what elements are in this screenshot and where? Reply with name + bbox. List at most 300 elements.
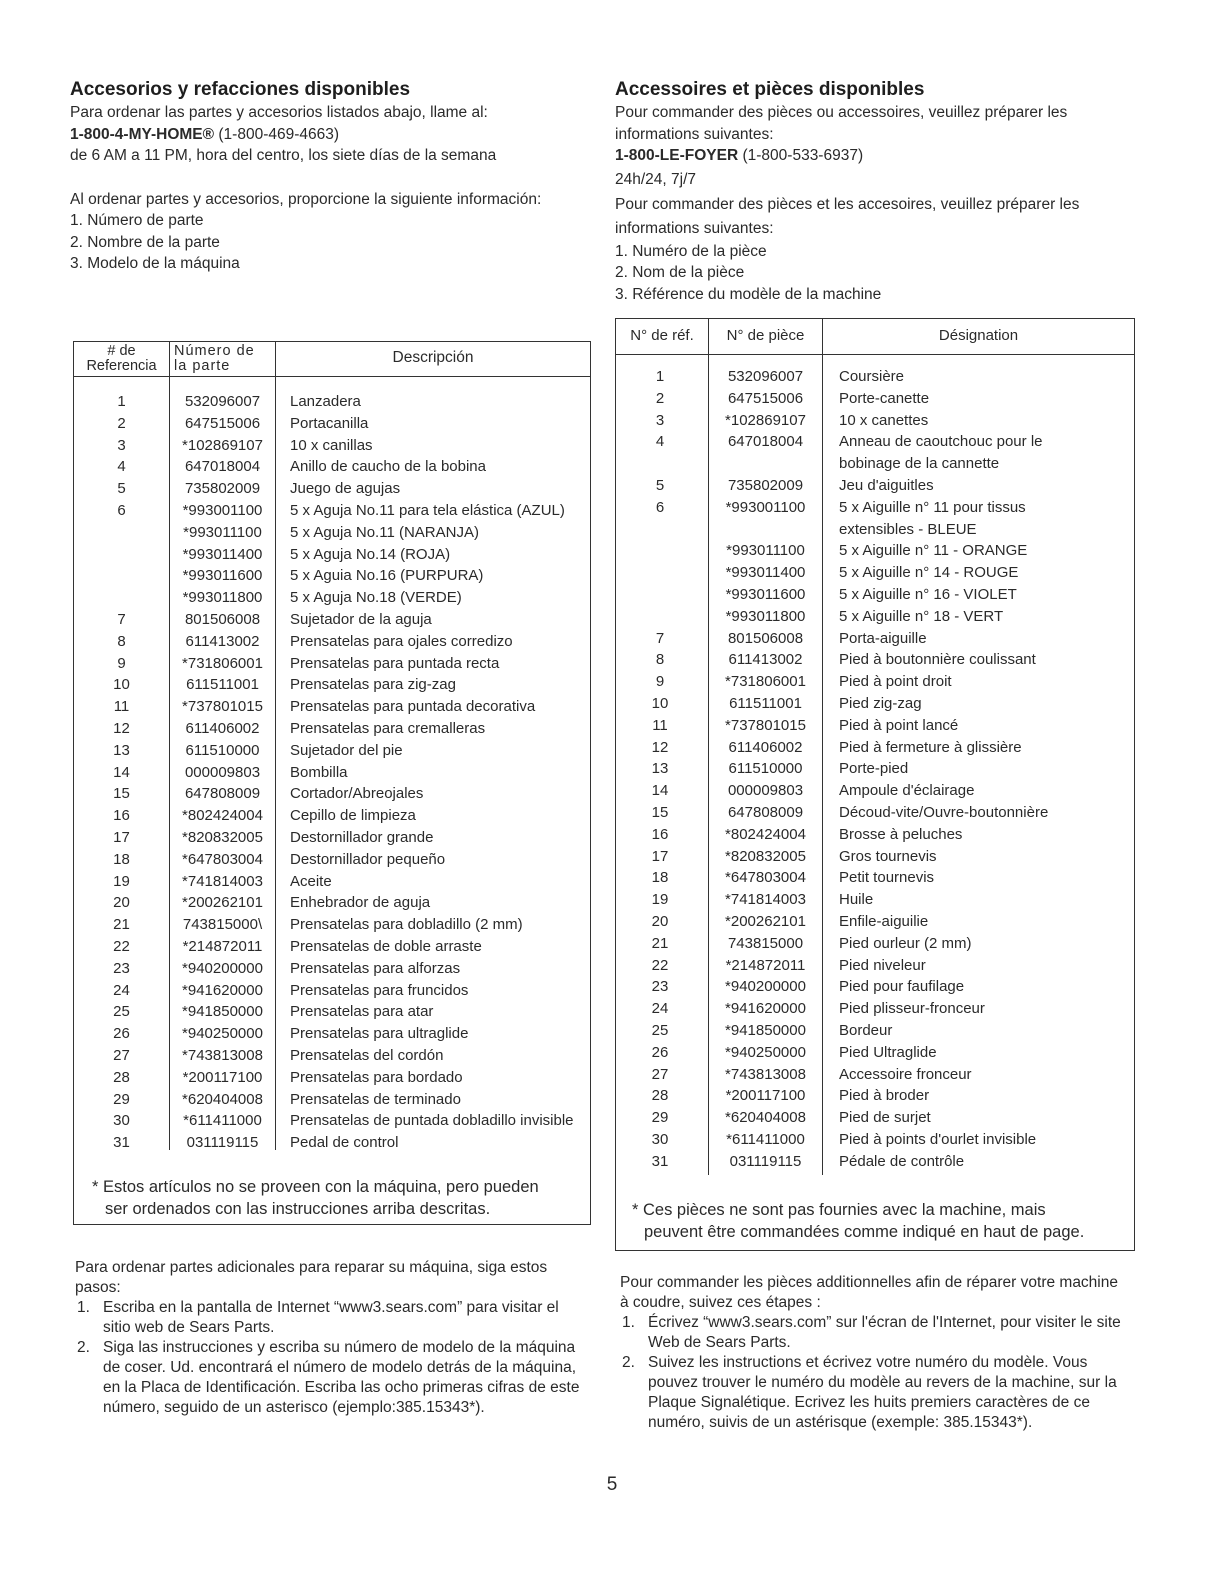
es-cell-desc: Cepillo de limpieza	[290, 807, 416, 825]
fr-cell-desc: Pied à point droit	[839, 673, 952, 691]
es-cell-num: *743813008	[182, 1046, 263, 1064]
french-header-ref: N° de réf.	[630, 327, 694, 344]
es-cell-num: *611411000	[183, 1112, 262, 1130]
fr-table-row	[616, 976, 1134, 998]
fr-cell-desc: Porte-pied	[839, 760, 909, 778]
french-steps	[620, 1313, 1125, 1433]
fr-cell-ref: 9	[655, 673, 665, 691]
es-step-text: Siga las instrucciones y escriba su número de modelo de la máquina de coser. Ud. encontrará el número de modelo detrás de la máquina, en la Placa de Identificación. Escriba las ocho primeras cifras de este número, seguido de un asterisco (ejemplo:385.15343*).	[103, 1339, 580, 1416]
es-cell-desc: Anillo de caucho de la bobina	[290, 458, 486, 476]
es-cell-ref: 7	[117, 610, 126, 628]
french-footnote-line: * Ces pièces ne sont pas fournies avec la machine, mais	[632, 1201, 1046, 1219]
fr-cell-desc: Pied à broder	[839, 1087, 930, 1105]
fr-step-number: 1.	[622, 1314, 635, 1331]
es-cell-num: 611510000	[185, 741, 260, 759]
es-cell-ref: 8	[117, 632, 126, 650]
fr-cell-desc: Pied à points d'ourlet invisible	[839, 1130, 1037, 1148]
fr-table-row	[616, 802, 1134, 824]
es-cell-ref: 30	[113, 1112, 130, 1130]
spanish-footnote	[92, 1176, 539, 1220]
es-cell-desc: Sujetador de la aguja	[290, 610, 432, 628]
spanish-phone-bold: 1-800-4-MY-HOME®	[70, 125, 215, 143]
es-table-row	[74, 478, 590, 500]
fr-cell-ref: 4	[655, 433, 665, 451]
fr-cell-num: *993011800	[725, 607, 806, 625]
es-table-row	[74, 1110, 590, 1132]
es-table-row	[74, 631, 590, 653]
es-cell-desc: 5 x Aguja No.14 (ROJA)	[290, 545, 451, 563]
fr-cell-ref: 25	[651, 1021, 669, 1039]
es-cell-desc: Prensatelas para puntada decorativa	[290, 698, 536, 716]
es-cell-num: *941620000	[182, 981, 263, 999]
es-table-row	[74, 696, 590, 718]
fr-table-row	[616, 824, 1134, 846]
es-cell-num: 735802009	[184, 480, 261, 498]
es-cell-num: *737801015	[182, 698, 263, 716]
fr-cell-desc: Pied zig-zag	[839, 694, 922, 712]
french-info-item: 3. Référence du modèle de la machine	[615, 285, 882, 303]
fr-cell-ref: 3	[655, 411, 665, 429]
es-cell-desc: Portacanilla	[290, 414, 369, 432]
fr-cell-num: *993011100	[726, 542, 805, 560]
fr-cell-num: *737801015	[725, 716, 806, 734]
es-cell-num: *731806001	[182, 654, 263, 672]
es-step-number: 1.	[77, 1299, 90, 1316]
es-cell-num: 532096007	[184, 393, 261, 410]
fr-cell-num: *200117100	[725, 1087, 806, 1105]
fr-cell-num: *941620000	[725, 1000, 806, 1018]
es-table-row	[74, 435, 590, 457]
fr-cell-num: 801506008	[727, 629, 804, 647]
fr-table-row	[616, 1151, 1134, 1173]
french-phone-number: (1-800-533-6937)	[742, 147, 864, 164]
fr-cell-ref: 7	[655, 629, 665, 647]
spanish-info-line: Al ordenar partes y accesorios, proporcione la siguiente información:	[70, 190, 542, 208]
fr-step-item	[620, 1313, 1125, 1353]
es-cell-desc: 10 x canillas	[290, 436, 373, 454]
fr-table-row	[616, 1107, 1134, 1129]
fr-cell-num: *741814003	[725, 891, 806, 909]
spanish-header-num: Número de la parte	[174, 343, 255, 374]
french-header-desc: Désignation	[938, 327, 1019, 344]
es-cell-num: *200117100	[182, 1068, 263, 1086]
es-cell-ref: 4	[117, 458, 126, 476]
es-cell-ref: 26	[113, 1025, 130, 1043]
es-table-row	[74, 871, 590, 893]
fr-cell-ref: 11	[652, 716, 668, 734]
es-cell-num: 647808009	[184, 785, 261, 803]
fr-cell-ref: 30	[651, 1130, 669, 1148]
fr-table-row	[616, 628, 1134, 650]
es-table-row	[74, 805, 590, 827]
spanish-footnote-line: ser ordenados con las instrucciones arriba descritas.	[105, 1200, 491, 1218]
fr-table-row	[616, 497, 1134, 519]
fr-cell-desc: Coursière	[839, 368, 905, 385]
fr-cell-desc: 5 x Aiguille n° 11 - ORANGE	[839, 542, 1028, 560]
fr-cell-ref: 28	[651, 1087, 669, 1105]
es-cell-num: *941850000	[182, 1003, 263, 1021]
spanish-section	[70, 78, 590, 275]
es-cell-num: *993001100	[182, 501, 263, 519]
es-step-item	[75, 1298, 585, 1338]
es-table-row	[74, 609, 590, 631]
fr-table-row	[616, 540, 1134, 562]
es-cell-ref: 16	[113, 807, 130, 825]
fr-table-row	[616, 671, 1134, 693]
spanish-title: Accesorios y refacciones disponibles	[70, 79, 411, 100]
fr-cell-desc: Porte-canette	[839, 389, 930, 407]
fr-table-row	[616, 1020, 1134, 1042]
fr-cell-ref: 26	[651, 1043, 669, 1061]
es-cell-num: *102869107	[182, 436, 263, 454]
es-cell-num: *620404008	[182, 1090, 263, 1108]
french-intro: Pour commander des pièces ou accessoires, veuillez préparer les informations suivantes:	[615, 104, 1068, 143]
fr-cell-desc: 5 x Aiguille n° 16 - VIOLET	[839, 585, 1017, 603]
french-parts-table	[615, 318, 1135, 1251]
fr-cell-ref: 19	[651, 891, 669, 909]
fr-cell-ref: 22	[651, 956, 669, 974]
es-cell-ref: 5	[117, 480, 126, 498]
spanish-info-item: 1. Número de parte	[70, 212, 204, 229]
es-cell-desc: 5 x Aguia No.16 (PURPURA)	[290, 567, 484, 585]
spanish-info-item: 2. Nombre de la parte	[70, 233, 220, 251]
es-cell-num: 031119115	[186, 1134, 259, 1152]
es-table-row	[74, 500, 590, 522]
es-cell-ref: 9	[117, 654, 126, 672]
fr-cell-desc: Brosse à peluches	[839, 825, 963, 843]
fr-cell-ref: 16	[651, 825, 669, 843]
spanish-hours: de 6 AM a 11 PM, hora del centro, los siete días de la semana	[70, 147, 497, 164]
es-cell-ref: 31	[113, 1134, 130, 1152]
spanish-header-ref: # de Referencia	[86, 343, 157, 374]
es-cell-num: 743815000\	[182, 916, 263, 934]
es-cell-num: 647018004	[184, 458, 261, 476]
es-cell-ref: 14	[113, 763, 130, 781]
es-cell-ref: 17	[113, 828, 130, 846]
fr-table-row	[616, 846, 1134, 868]
es-table-row	[74, 1089, 590, 1111]
fr-table-row	[616, 1085, 1134, 1107]
fr-cell-num: *820832005	[725, 847, 806, 865]
fr-cell-num: *731806001	[725, 673, 806, 691]
es-cell-ref: 1	[117, 393, 126, 410]
spanish-steps	[75, 1298, 585, 1418]
es-table-row	[74, 827, 590, 849]
es-cell-desc: Prensatelas para cremalleras	[290, 719, 486, 737]
es-table-row	[74, 936, 590, 958]
fr-table-row	[616, 453, 1134, 475]
french-additional-intro: Pour commander les pièces additionnelles afin de réparer votre machine à coudre, suivez ces étapes :	[620, 1274, 1118, 1311]
fr-cell-desc: Pied ourleur (2 mm)	[839, 934, 972, 952]
fr-cell-num: *102869107	[725, 411, 806, 429]
es-cell-ref: 18	[113, 850, 130, 868]
spanish-additional-intro: Para ordenar partes adicionales para reparar su máquina, siga estos pasos:	[75, 1259, 548, 1296]
fr-cell-num: 647515006	[727, 389, 804, 407]
es-cell-ref: 23	[113, 959, 130, 977]
es-cell-desc: Prensatelas para alforzas	[290, 959, 461, 977]
fr-table-row	[616, 758, 1134, 780]
es-cell-ref: 10	[113, 676, 130, 694]
es-table-row	[74, 1132, 590, 1154]
fr-cell-ref: 1	[655, 368, 665, 385]
es-cell-desc: 5 x Aguja No.11 (NARANJA)	[290, 523, 479, 541]
es-cell-desc: 5 x Aguja No.18 (VERDE)	[290, 589, 462, 607]
fr-cell-desc: Jeu d'aiguitles	[839, 476, 934, 494]
french-info-line: Pour commander des pièces et les accesoires, veuillez préparer les informations suivantes:	[615, 195, 1080, 237]
es-cell-num: 801506008	[184, 610, 261, 628]
es-cell-num: *940250000	[182, 1025, 263, 1043]
fr-cell-num: 647808009	[727, 803, 804, 821]
fr-cell-desc: Pied niveleur	[839, 956, 926, 974]
fr-cell-desc: Pied à boutonnière coulissant	[839, 651, 1036, 669]
es-cell-ref: 21	[113, 916, 130, 934]
es-cell-desc: Juego de agujas	[290, 480, 401, 498]
es-cell-desc: Sujetador del pie	[290, 741, 403, 759]
fr-cell-num: *993001100	[725, 498, 806, 516]
es-table-row	[74, 1067, 590, 1089]
fr-cell-desc: Pied à point lancé	[839, 716, 959, 734]
fr-table-row	[616, 649, 1134, 671]
fr-table-row	[616, 475, 1134, 497]
fr-cell-num: *940200000	[725, 978, 806, 996]
fr-cell-num: *940250000	[725, 1043, 806, 1061]
es-cell-ref: 11	[113, 698, 130, 716]
es-table-row	[74, 980, 590, 1002]
fr-cell-desc: Pédale de contrôle	[839, 1152, 965, 1170]
fr-cell-ref: 12	[651, 738, 669, 756]
fr-table-row	[616, 911, 1134, 933]
fr-table-row	[616, 606, 1134, 628]
fr-cell-desc: Pied plisseur-fronceur	[839, 1000, 985, 1018]
fr-cell-desc: Gros tournevis	[839, 847, 937, 865]
fr-cell-num: *200262101	[725, 912, 806, 930]
french-additional-section	[620, 1273, 1125, 1433]
fr-table-row	[616, 584, 1134, 606]
french-footnote-line: peuvent être commandées comme indiqué en haut de page.	[644, 1223, 1085, 1241]
es-cell-desc: Prensatelas de terminado	[290, 1090, 461, 1108]
fr-cell-ref: 6	[655, 498, 665, 516]
french-info-item: 2. Nom de la pièce	[615, 264, 745, 281]
es-cell-ref: 24	[113, 981, 130, 999]
fr-cell-num: *611411000	[726, 1130, 805, 1148]
es-table-row	[74, 653, 590, 675]
es-cell-num: *940200000	[182, 959, 263, 977]
es-table-row	[74, 718, 590, 740]
fr-cell-desc: bobinage de la cannette	[839, 455, 1000, 473]
fr-cell-desc: Accessoire fronceur	[839, 1065, 972, 1083]
es-table-row	[74, 958, 590, 980]
fr-cell-ref: 18	[651, 869, 669, 887]
fr-cell-desc: Découd-vite/Ouvre-boutonnière	[839, 803, 1049, 821]
fr-step-item	[620, 1353, 1125, 1433]
spanish-phone-number: (1-800-469-4663)	[218, 125, 340, 143]
fr-cell-num: 611511001	[729, 694, 802, 712]
fr-cell-num: *993011400	[725, 564, 806, 582]
es-cell-desc: Prensatelas para fruncidos	[290, 981, 469, 999]
es-step-item	[75, 1338, 585, 1418]
fr-cell-ref: 21	[651, 934, 669, 952]
es-table-row	[74, 762, 590, 784]
es-cell-desc: Enhebrador de aguja	[290, 894, 431, 912]
fr-table-row	[616, 693, 1134, 715]
fr-cell-desc: 5 x Aiguille n° 18 - VERT	[839, 607, 1004, 625]
es-cell-num: 647515006	[184, 414, 261, 432]
es-cell-desc: Aceite	[290, 872, 332, 890]
fr-cell-num: 000009803	[727, 782, 804, 800]
spanish-footnote-line: * Estos artículos no se proveen con la máquina, pero pueden	[92, 1178, 539, 1196]
fr-step-text: Écrivez “www3.sears.com” sur l'écran de l'Internet, pour visiter le site Web de Sears Parts.	[648, 1314, 1121, 1351]
fr-cell-desc: extensibles - BLEUE	[839, 520, 977, 538]
fr-cell-desc: Pied à fermeture à glissière	[839, 738, 1022, 756]
es-cell-desc: Prensatelas del cordón	[290, 1046, 444, 1064]
spanish-intro: Para ordenar las partes y accesorios listados abajo, llame al:	[70, 104, 488, 121]
es-table-row	[74, 565, 590, 587]
fr-cell-num: *802424004	[725, 825, 806, 843]
spanish-info-item: 3. Modelo de la máquina	[70, 255, 240, 272]
es-cell-num: 611511001	[186, 676, 259, 694]
french-phone-bold: 1-800-LE-FOYER	[615, 147, 739, 164]
fr-cell-ref: 20	[651, 912, 669, 930]
es-cell-num: *214872011	[182, 937, 263, 955]
es-cell-ref: 28	[113, 1068, 130, 1086]
es-cell-ref: 3	[117, 436, 126, 454]
es-cell-desc: Prensatelas de doble arraste	[290, 937, 482, 955]
spanish-header-desc: Descripción	[392, 349, 474, 366]
es-cell-num: *820832005	[182, 828, 263, 846]
es-table-row	[74, 1045, 590, 1067]
french-title: Accessoires et pièces disponibles	[615, 79, 925, 100]
es-cell-ref: 15	[113, 785, 130, 803]
es-cell-ref: 13	[113, 741, 130, 759]
fr-cell-num: *620404008	[725, 1109, 806, 1127]
fr-cell-desc: Enfile-aiguilie	[839, 912, 929, 930]
es-cell-desc: Lanzadera	[290, 393, 361, 410]
es-step-number: 2.	[77, 1339, 90, 1356]
fr-table-row	[616, 431, 1134, 453]
es-cell-ref: 6	[117, 501, 126, 519]
es-cell-num: *200262101	[182, 894, 263, 912]
fr-table-row	[616, 1129, 1134, 1151]
fr-cell-num: 611413002	[728, 651, 803, 669]
fr-cell-num: 743815000	[727, 934, 804, 952]
fr-cell-desc: Petit tournevis	[839, 869, 935, 887]
fr-table-row	[616, 366, 1134, 388]
es-cell-desc: Prensatelas de puntada dobladillo invisible	[290, 1112, 574, 1130]
es-cell-desc: Prensatelas para bordado	[290, 1068, 463, 1086]
es-cell-desc: Prensatelas para ojales corredizo	[290, 632, 513, 650]
fr-table-row	[616, 955, 1134, 977]
fr-table-row	[616, 1064, 1134, 1086]
es-cell-num: *802424004	[182, 807, 263, 825]
fr-cell-desc: 5 x Aiguille n° 11 pour tissus	[839, 498, 1026, 516]
es-cell-num: *993011100	[183, 523, 262, 541]
fr-cell-num: 532096007	[727, 368, 804, 385]
fr-cell-desc: Ampoule d'éclairage	[839, 782, 975, 800]
es-table-row	[74, 544, 590, 566]
es-table-row	[74, 413, 590, 435]
fr-table-row	[616, 562, 1134, 584]
es-cell-desc: Destornillador grande	[290, 828, 434, 846]
es-table-row	[74, 587, 590, 609]
fr-table-row	[616, 889, 1134, 911]
fr-table-row	[616, 998, 1134, 1020]
french-footnote	[632, 1199, 1084, 1243]
french-phone	[615, 145, 1145, 167]
french-hours: 24h/24, 7j/7	[615, 170, 697, 188]
es-cell-ref: 25	[113, 1003, 130, 1021]
spanish-phone	[70, 124, 590, 146]
spanish-parts-table	[73, 341, 591, 1225]
spanish-additional-section	[75, 1258, 585, 1418]
fr-table-row	[616, 388, 1134, 410]
es-cell-num: 611406002	[185, 719, 260, 737]
es-cell-ref: 20	[113, 894, 130, 912]
es-cell-desc: Prensatelas para puntada recta	[290, 654, 500, 672]
french-table-body	[616, 366, 1134, 1172]
fr-cell-desc: Anneau de caoutchouc pour le	[839, 433, 1043, 451]
fr-cell-ref: 23	[651, 978, 669, 996]
fr-step-text: Suivez les instructions et écrivez votre numéro du modèle. Vous pouvez trouver le numéro du modèle au revers de la machine, sur la Plaque Signalétique. Ecrivez les huits premiers caractères de ce numéro, suivis de un astérisque (exemple: 385.15343*).	[648, 1354, 1117, 1431]
es-table-row	[74, 914, 590, 936]
fr-cell-desc: 5 x Aiguille n° 14 - ROUGE	[839, 564, 1019, 582]
fr-cell-desc: Pied de surjet	[839, 1109, 931, 1127]
french-section	[615, 78, 1145, 305]
es-step-text: Escriba en la pantalla de Internet “www3.sears.com” para visitar el sitio web de Sears Parts.	[103, 1299, 559, 1336]
fr-cell-ref: 15	[651, 803, 669, 821]
es-cell-desc: Prensatelas para ultraglide	[290, 1025, 469, 1043]
fr-table-row	[616, 780, 1134, 802]
es-cell-ref: 19	[113, 872, 130, 890]
fr-cell-ref: 14	[651, 782, 669, 800]
es-table-row	[74, 456, 590, 478]
fr-cell-desc: Huile	[839, 891, 874, 909]
fr-cell-ref: 2	[655, 389, 665, 407]
fr-step-number: 2.	[622, 1354, 635, 1371]
fr-cell-num: 031119115	[729, 1152, 802, 1170]
es-table-row	[74, 740, 590, 762]
fr-table-row	[616, 1042, 1134, 1064]
es-table-row	[74, 849, 590, 871]
french-info-item: 1. Numéro de la pièce	[615, 242, 767, 260]
es-cell-num: *993011600	[182, 567, 263, 585]
es-cell-ref: 29	[113, 1090, 130, 1108]
es-cell-desc: Destornillador pequeño	[290, 850, 446, 868]
es-cell-desc: 5 x Aguja No.11 para tela elástica (AZUL)	[290, 501, 565, 519]
es-table-row	[74, 391, 590, 413]
es-cell-desc: Prensatelas para zig-zag	[290, 676, 456, 694]
fr-table-row	[616, 737, 1134, 759]
fr-cell-num: *647803004	[725, 869, 806, 887]
fr-cell-num: 647018004	[727, 433, 804, 451]
fr-cell-ref: 13	[651, 760, 669, 778]
es-cell-ref: 22	[113, 937, 130, 955]
fr-table-row	[616, 410, 1134, 432]
es-cell-num: *647803004	[182, 850, 263, 868]
es-cell-desc: Prensatelas para atar	[290, 1003, 434, 1021]
fr-cell-num: *941850000	[725, 1021, 806, 1039]
fr-cell-ref: 24	[651, 1000, 669, 1018]
spanish-table-body	[74, 391, 590, 1154]
fr-cell-num: *214872011	[725, 956, 806, 974]
fr-cell-desc: 10 x canettes	[839, 411, 929, 429]
french-header-num: N° de pièce	[726, 327, 805, 344]
fr-cell-desc: Bordeur	[839, 1021, 893, 1039]
page-number: 5	[606, 1474, 618, 1495]
es-cell-num: 000009803	[184, 763, 261, 781]
fr-cell-num: 611510000	[728, 760, 803, 778]
fr-cell-num: 611406002	[728, 738, 803, 756]
fr-table-row	[616, 715, 1134, 737]
